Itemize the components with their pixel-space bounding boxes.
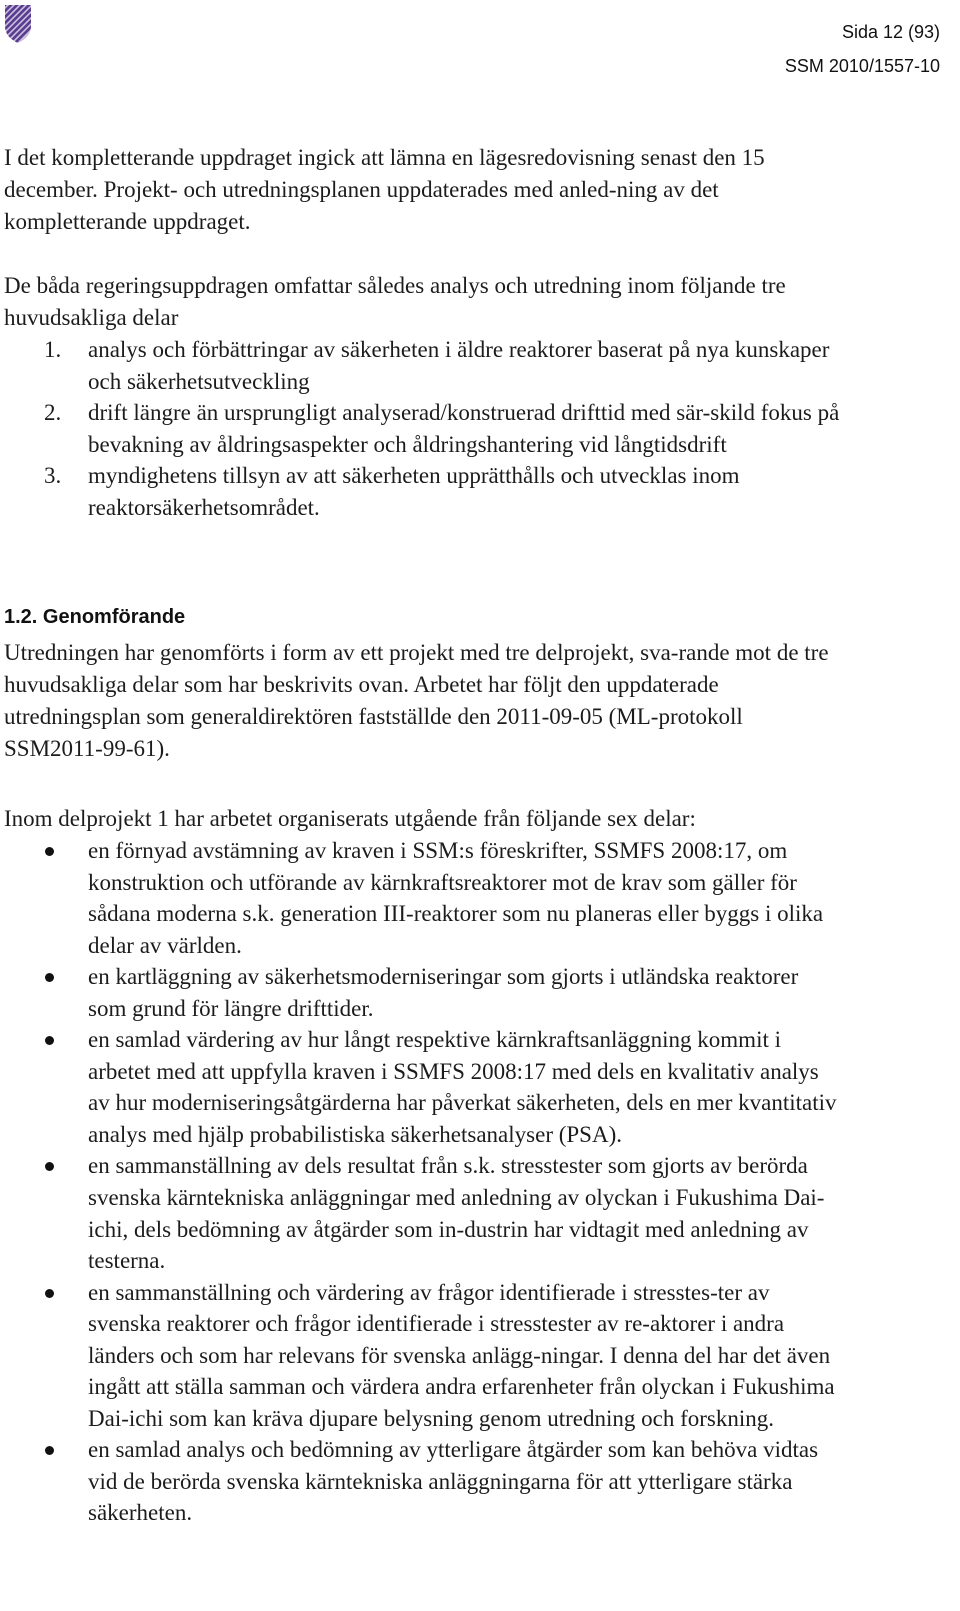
- bullet-list-item: [0, 1024, 840, 1150]
- bullet-icon: [45, 1289, 54, 1298]
- bullet-text: en sammanställning och värdering av frågor identifierade i stresstes-ter av svenska reaktorer och frågor identifierade i stresstester av re-aktorer i andra länders och som har relevans för svenska anlägg-ningar. I denna del har det även ingått att ställa samman och värdera andra erfarenheter från olyckan i Fukushima Dai-ichi som kan kräva djupare belysning genom utredning och forskning.: [88, 1279, 835, 1431]
- numbered-list-item: [0, 460, 840, 523]
- bullet-list-item: [0, 1277, 840, 1435]
- bullet-list-item: [0, 1434, 840, 1529]
- bullet-icon: [45, 1446, 54, 1455]
- list-item-text: myndighetens tillsyn av att säkerheten upprätthålls och utvecklas inom reaktorsäkerhetsområdet.: [88, 463, 740, 520]
- list-number: 1.: [44, 337, 62, 362]
- numbered-list: [0, 334, 840, 523]
- section-heading: 1.2. Genomförande: [4, 606, 186, 628]
- bullet-icon: [45, 973, 54, 982]
- delproject-intro: Inom delprojekt 1 har arbetet organiserats utgående från följande sex delar:: [4, 806, 696, 831]
- list-item-text: analys och förbättringar av säkerheten i äldre reaktorer baserat på nya kunskaper och säkerhetsutveckling: [88, 337, 830, 394]
- bullet-text: en kartläggning av säkerhetsmoderniseringar som gjorts i utländska reaktorer som grund för längre drifttider.: [88, 964, 799, 1021]
- numbered-list-item: [0, 397, 840, 460]
- intro-paragraph: I det kompletterande uppdraget ingick att lämna en lägesredovisning senast den 15 december. Projekt- och utredningsplanen uppdaterades med anled-ning av det kompletterande uppdraget.: [4, 145, 765, 234]
- numbered-list-item: [0, 334, 840, 397]
- section-paragraph: Utredningen har genomförts i form av ett projekt med tre delprojekt, sva-rande mot de tre huvudsakliga delar som har beskrivits ovan. Arbetet har följt den uppdaterade utredningsplan som generaldirektören fastställde den 2011-09-05 (ML-protokoll SSM2011-99-61).: [4, 640, 829, 761]
- bullet-icon: [45, 847, 54, 856]
- bullet-icon: [45, 1036, 54, 1045]
- bullet-text: en samlad analys och bedömning av ytterligare åtgärder som kan behöva vidtas vid de berörda svenska kärntekniska anläggningarna för att ytterligare stärka säkerheten.: [88, 1437, 819, 1526]
- list-number: 2.: [44, 400, 62, 425]
- scope-paragraph: De båda regeringsuppdragen omfattar således analys och utredning inom följande tre huvudsakliga delar: [4, 273, 786, 330]
- bullet-list-item: [0, 835, 840, 961]
- bullet-text: en sammanställning av dels resultat från s.k. stresstester som gjorts av berörda svenska kärntekniska anläggningar med anledning av olyckan i Fukushima Dai-ichi, dels bedömning av åtgärder som in-dustrin har vidtagit med anledning av testerna.: [88, 1153, 825, 1274]
- document-reference: SSM 2010/1557-10: [784, 56, 940, 76]
- bullet-list: [0, 835, 840, 1529]
- bullet-list-item: [0, 1150, 840, 1276]
- list-item-text: drift längre än ursprungligt analyserad/konstruerad drifttid med sär-skild fokus på bevakning av åldringsaspekter och åldringshantering vid långtidsdrift: [88, 400, 840, 457]
- bullet-icon: [45, 1162, 54, 1171]
- bullet-list-item: [0, 961, 840, 1024]
- bullet-text: en förnyad avstämning av kraven i SSM:s föreskrifter, SSMFS 2008:17, om konstruktion och utförande av kärnkraftsreaktorer mot de krav som gäller för sådana moderna s.k. generation III-reaktorer som nu planeras eller byggs i olika delar av världen.: [88, 838, 824, 958]
- bullet-text: en samlad värdering av hur långt respektive kärnkraftsanläggning kommit i arbetet med att uppfylla kraven i SSMFS 2008:17 med dels en kvalitativ analys av hur moderniseringsåtgärderna har påverkat säkerheten, dels en mer kvantitativ analys med hjälp probabilistiska säkerhetsanalyser (PSA).: [88, 1027, 837, 1147]
- page-number: Sida 12 (93): [841, 22, 940, 42]
- list-number: 3.: [44, 463, 62, 488]
- ssm-logo-icon: [4, 4, 32, 44]
